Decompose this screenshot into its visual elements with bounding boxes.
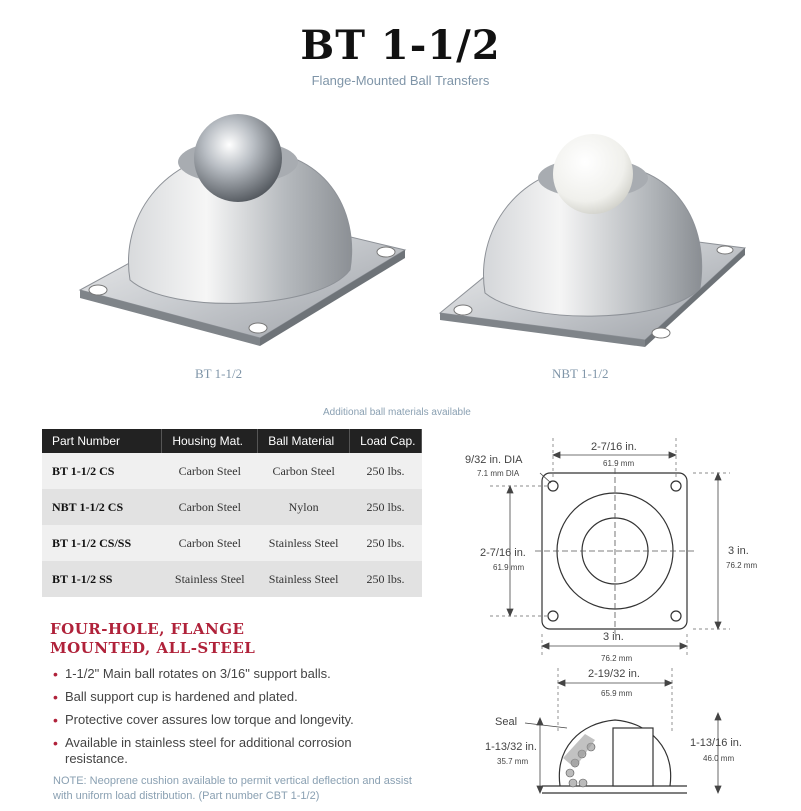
- mount-hole: [548, 611, 558, 621]
- spec-table-header: [42, 429, 422, 453]
- cushion-note: NOTE: Neoprene cushion available to permit vertical deflection and assist with uniform load distribution. (Part number CBT 1-1/2): [53, 775, 412, 802]
- housing-cell: Carbon Steel: [162, 489, 258, 525]
- side-left-label: 1-13/32 in.: [485, 741, 537, 753]
- table-row: [42, 453, 422, 489]
- left-span-mm-label: 61.9 mm: [493, 563, 525, 572]
- list-item: • Protective cover assures low torque and longevity.: [53, 712, 393, 728]
- load-cap-cell: 250 lbs.: [350, 561, 422, 597]
- table-row: [42, 561, 422, 597]
- side-right-mm-label: 46.0 mm: [703, 754, 735, 763]
- top-span-label: 2-7/16 in.: [591, 441, 637, 453]
- load-cap-cell: 250 lbs.: [350, 453, 422, 489]
- top-span-mm-label: 61.9 mm: [603, 459, 635, 468]
- ball-materials-note: Additional ball materials available: [323, 407, 471, 418]
- nbt-photo-caption: NBT 1-1/2: [552, 366, 609, 381]
- mount-hole: [548, 481, 558, 491]
- ball-material-cell: Carbon Steel: [258, 453, 350, 489]
- dimension-drawing: [435, 428, 775, 803]
- col-header-load-cap: Load Cap.: [350, 429, 422, 453]
- left-span-label: 2-7/16 in.: [480, 547, 526, 559]
- table-row: [42, 525, 422, 561]
- list-item: • 1-1/2" Main ball rotates on 3/16" support balls.: [53, 666, 393, 682]
- col-header-ball-material: Ball Material: [258, 429, 350, 453]
- part-number-cell: BT 1-1/2 CS: [42, 453, 162, 489]
- side-right-label: 1-13/16 in.: [690, 737, 742, 749]
- housing-cell: Carbon Steel: [162, 453, 258, 489]
- dome-width-mm-label: 65.9 mm: [601, 689, 633, 698]
- ball-material-cell: Stainless Steel: [258, 525, 350, 561]
- list-item: • Available in stainless steel for additional corrosion resistance.: [53, 735, 393, 767]
- table-row: [42, 489, 422, 525]
- nbt-product-photo: [435, 128, 755, 353]
- col-header-housing: Housing Mat.: [162, 429, 258, 453]
- right-height-label: 3 in.: [728, 545, 749, 557]
- side-view: [542, 720, 687, 793]
- bt-product-photo: [60, 110, 420, 350]
- part-number-cell: BT 1-1/2 CS/SS: [42, 525, 162, 561]
- part-number-cell: BT 1-1/2 SS: [42, 561, 162, 597]
- hole-dia-label: 9/32 in. DIA: [465, 454, 523, 466]
- spec-table: [42, 429, 422, 597]
- col-header-part-number: Part Number: [42, 429, 162, 453]
- features-list: [53, 666, 393, 774]
- part-number-cell: NBT 1-1/2 CS: [42, 489, 162, 525]
- list-item: • Ball support cup is hardened and plated.: [53, 689, 393, 705]
- right-height-mm-label: 76.2 mm: [726, 561, 758, 570]
- page-subtitle: Flange-Mounted Ball Transfers: [311, 73, 490, 88]
- bottom-width-label: 3 in.: [603, 631, 624, 643]
- ball-material-cell: Stainless Steel: [258, 561, 350, 597]
- load-cap-cell: 250 lbs.: [350, 525, 422, 561]
- hole-dia-mm-label: 7.1 mm DIA: [477, 469, 520, 478]
- bt-photo-caption: BT 1-1/2: [195, 366, 243, 381]
- side-left-mm-label: 35.7 mm: [497, 757, 529, 766]
- seal-label: Seal: [495, 716, 518, 728]
- mount-hole: [671, 481, 681, 491]
- features-heading: [50, 620, 310, 658]
- page-title: BT 1-1/2: [300, 22, 501, 69]
- dome-width-label: 2-19/32 in.: [588, 668, 640, 680]
- housing-cell: Carbon Steel: [162, 525, 258, 561]
- ball-material-cell: Nylon: [258, 489, 350, 525]
- mount-hole: [671, 611, 681, 621]
- bottom-width-mm-label: 76.2 mm: [601, 654, 633, 663]
- features-heading-line2: MOUNTED, ALL-STEEL: [50, 639, 256, 657]
- housing-cell: Stainless Steel: [162, 561, 258, 597]
- load-cap-cell: 250 lbs.: [350, 489, 422, 525]
- features-heading-line1: FOUR-HOLE, FLANGE: [50, 620, 245, 638]
